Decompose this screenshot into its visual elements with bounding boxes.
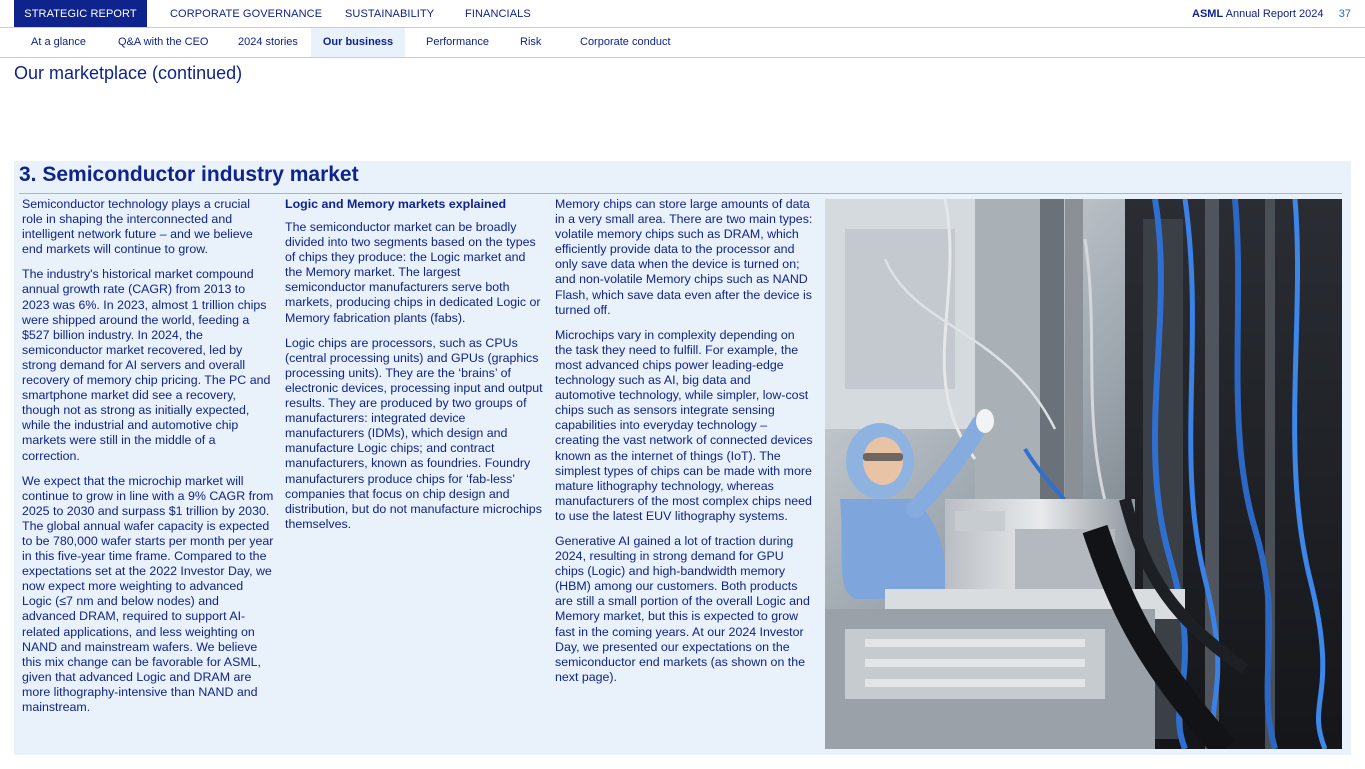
paragraph: We expect that the microchip market will continue to grow in line with a 9% CAGR from 2025 to 2030 and surpass $1 trillion by 2030. The global annual wafer capacity is expected to be 780,000 wafer starts per month per year in this five-year time frame. Compared to the expectations set at the 2022 Investor Day, we now expect more weighting to advanced Logic (≤7 nm and below nodes) and advanced DRAM, required to support AI-related applications, and less weighting on NAND and mainstream wafers. We believe this mix change can be favorable for ASML, given that advanced Logic and DRAM are more lithography-intensive than NAND and mainstream. xyxy=(22,473,274,714)
page-title: Our marketplace (continued) xyxy=(14,63,243,83)
text-column-3 xyxy=(555,197,814,695)
brand-report-title: Annual Report 2024 xyxy=(1223,8,1324,20)
semiconductor-market-panel xyxy=(14,161,1351,755)
paragraph: Semiconductor technology plays a crucial role in shaping the interconnected and intelligent network future – and we believe end markets will continue to grow. xyxy=(22,197,253,257)
cleanroom-engineer-photo xyxy=(825,199,1342,749)
subnav-qa-ceo[interactable]: Q&A with the CEO xyxy=(118,36,209,48)
section-title: 3. Semiconductor industry market xyxy=(19,163,359,186)
paragraph: The semiconductor market can be broadly divided into two segments based on the types of chips they produce: the Logic market and the Memory market. The largest semiconductor manufacturers serve both markets, producing chips in dedicated Logic or Memory fabrication plants (fabs). xyxy=(285,220,541,325)
tab-sustainability[interactable]: SUSTAINABILITY xyxy=(345,8,435,20)
page-number: 37 xyxy=(1338,8,1351,20)
paragraph: Memory chips can store large amounts of data in a very small area. There are two main types: volatile memory chips such as DRAM, which efficiently provide data to the processor and only save data when the device is turned on; and non-volatile Memory chips such as NAND Flash, which save data even after the device is turned off. xyxy=(555,197,813,317)
section-divider xyxy=(19,193,1342,194)
paragraph: Microchips vary in complexity depending on the task they need to fulfill. For example, the most advanced chips power leading-edge technology such as AI, big data and automotive technology, while simpler, low-cost chips such as sensors integrate sensing capabilities into everyday technology – creating the vast network of connected devices known as the internet of things (IoT). The simplest types of chips can be made with more mature lithography technology, whereas manufacturers of the most complex chips need to use the latest EUV lithography systems. xyxy=(555,327,813,523)
top-navigation xyxy=(0,0,1365,28)
tab-financials[interactable]: FINANCIALS xyxy=(465,8,531,20)
paragraph: The industry's historical market compound annual growth rate (CAGR) from 2013 to 2023 was 6%. In 2023, almost 1 trillion chips were shipped around the world, feeding a $527 billion industry. In 2024, the semiconductor market recovered, led by strong demand for AI servers and overall recovery of memory chip pricing. The PC and smartphone market did see a recovery, though not as strong as initially expected, while the industrial and automotive chip markets were still in the middle of a correction. xyxy=(22,267,271,463)
text-column-2 xyxy=(285,197,543,542)
brand-name: ASML xyxy=(1192,8,1224,20)
report-brand xyxy=(1165,0,1365,27)
subnav-2024-stories[interactable]: 2024 stories xyxy=(238,36,298,48)
tab-corporate-governance[interactable]: CORPORATE GOVERNANCE xyxy=(170,8,323,20)
paragraph: Generative AI gained a lot of traction during 2024, resulting in strong demand for GPU chips (Logic) and high-bandwidth memory (HBM) among our customers. Both products are still a small portion of the overall Logic and Memory market, but this is expected to grow fast in the coming years. At our 2024 Investor Day, we presented our expectations on the semiconductor end markets (as shown on the next page). xyxy=(555,533,810,684)
tab-strategic-report[interactable]: STRATEGIC REPORT xyxy=(14,0,147,27)
subnav-our-business[interactable]: Our business xyxy=(311,28,405,57)
sub-navigation xyxy=(0,28,1365,58)
subnav-risk[interactable]: Risk xyxy=(520,36,542,48)
subsection-heading: Logic and Memory markets explained xyxy=(285,197,507,211)
paragraph: Logic chips are processors, such as CPUs (central processing units) and GPUs (graphics processing units). They are the ‘brains’ of electronic devices, processing input and output results. They are produced by two groups of manufacturers: integrated device manufacturers (IDMs), which design and manufacture Logic chips; and contract manufacturers, known as foundries. Foundry manufacturers produce chips for ‘fab-less’ companies that focus on chip design and distribution, but do not manufacture microchips themselves. xyxy=(285,335,543,531)
subnav-performance[interactable]: Performance xyxy=(426,36,489,48)
text-column-1 xyxy=(22,197,274,725)
subnav-corporate-conduct[interactable]: Corporate conduct xyxy=(580,36,671,48)
subnav-at-a-glance[interactable]: At a glance xyxy=(31,36,87,48)
